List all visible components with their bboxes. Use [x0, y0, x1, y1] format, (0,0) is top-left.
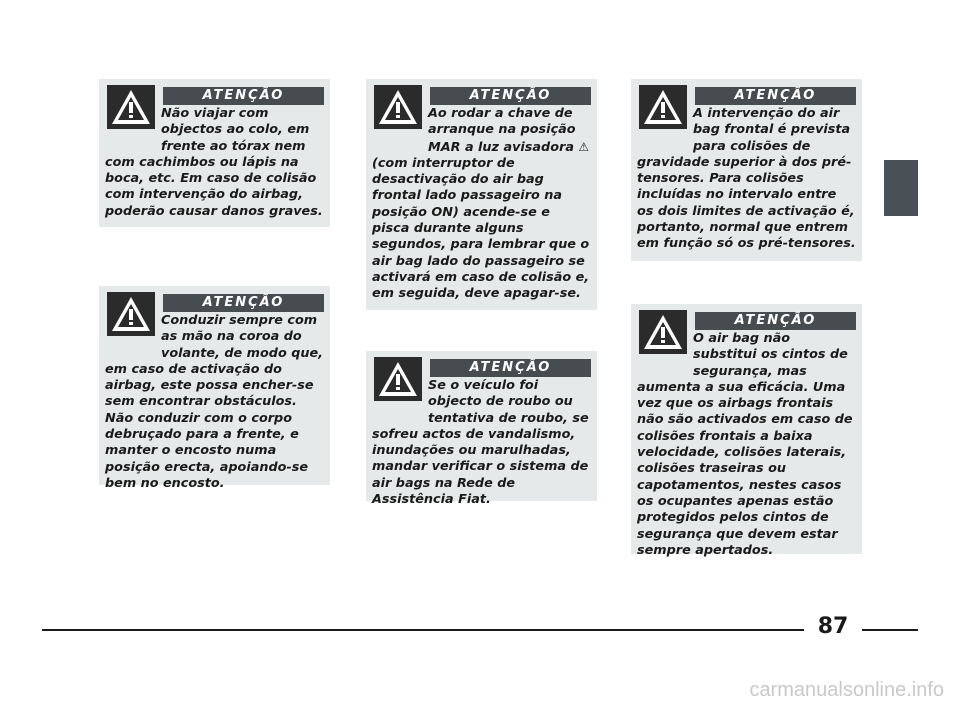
- chapter-tab: [884, 160, 918, 216]
- footer-rule-left: [42, 629, 804, 631]
- warning-text: A intervenção do air bag frontal é prevista para colisões de gravidade superior à dos pré-tensores. Para colisões incluídas no intervalo entre os dois limites de activação é, portanto, normal que entrem em função só os pré-tensores.: [637, 106, 856, 252]
- warning-header: [637, 310, 856, 354]
- warning-header: [372, 357, 591, 401]
- page-number: 87: [817, 614, 849, 639]
- warning-text: Não viajar com objectos ao colo, em frente ao tórax nem com cachimbos ou lápis na boca, etc. Em caso de colisão com intervenção do airbag, poderão causar danos graves.: [105, 106, 323, 219]
- warning-text-part: Ao rodar a chave de arranque na posição MAR a luz avisadora: [428, 106, 576, 155]
- warning-header: [372, 85, 591, 129]
- warning-triangle-icon: [374, 357, 422, 401]
- warning-text: Conduzir sempre com as mão na coroa do volante, de modo que, em caso de activação do airbag, este possa encher-se sem encontrar obstáculos. Não conduzir com o corpo debruçado para a frente, e manter o encosto numa posição erecta, apoiando-se bem no encosto.: [105, 313, 324, 491]
- warning-header: [105, 85, 324, 129]
- warning-heading: ATENÇÃO: [430, 87, 591, 105]
- warning-triangle-icon: [639, 310, 687, 354]
- warning-triangle-icon: [107, 85, 155, 129]
- warning-triangle-icon: [107, 292, 155, 336]
- warning-heading: ATENÇÃO: [695, 312, 856, 330]
- warning-triangle-icon: [639, 85, 687, 129]
- warning-heading: ATENÇÃO: [695, 87, 856, 105]
- footer-rule-right: [862, 629, 918, 631]
- warning-box-6: [631, 304, 862, 558]
- warning-header: [637, 85, 856, 129]
- warning-heading: ATENÇÃO: [430, 359, 591, 377]
- warning-text: O air bag não substitui os cintos de segurança, mas aumenta a sua eficácia. Uma vez que os airbags frontais não são activados em caso de colisões frontais a baixa velocidade, colisões laterais, colisões traseiras ou capotamentos, nestes casos os ocupantes apenas estão protegidos pelos cintos de segurança que devem estar sempre apertados.: [637, 331, 853, 558]
- watermark: carmanualsonline.info: [749, 679, 944, 701]
- warning-header: [105, 292, 324, 336]
- warning-box-3: [366, 79, 597, 310]
- warning-text: Se o veículo foi objecto de roubo ou tentativa de roubo, se sofreu actos de vandalismo, inundações ou marulhadas, mandar verificar o sistema de air bags na Rede de Assistência Fiat.: [372, 378, 589, 508]
- warning-box-1: [99, 79, 330, 227]
- warning-heading: ATENÇÃO: [163, 294, 324, 312]
- airbag-off-warning-light-icon: ⚠: [578, 139, 590, 154]
- warning-box-5: [631, 79, 862, 261]
- warning-text-part: (com interruptor de desactivação do air bag frontal lado passageiro na posição ON) acende-se e pisca durante alguns segundos, para lembrar que o air bag lado do passageiro se activará em caso de colisão e, em seguida, deve apagar-se.: [372, 155, 590, 302]
- warning-box-2: [99, 286, 330, 491]
- warning-heading: ATENÇÃO: [163, 87, 324, 105]
- warning-triangle-icon: [374, 85, 422, 129]
- warning-text: [372, 106, 591, 303]
- warning-box-4: [366, 351, 597, 508]
